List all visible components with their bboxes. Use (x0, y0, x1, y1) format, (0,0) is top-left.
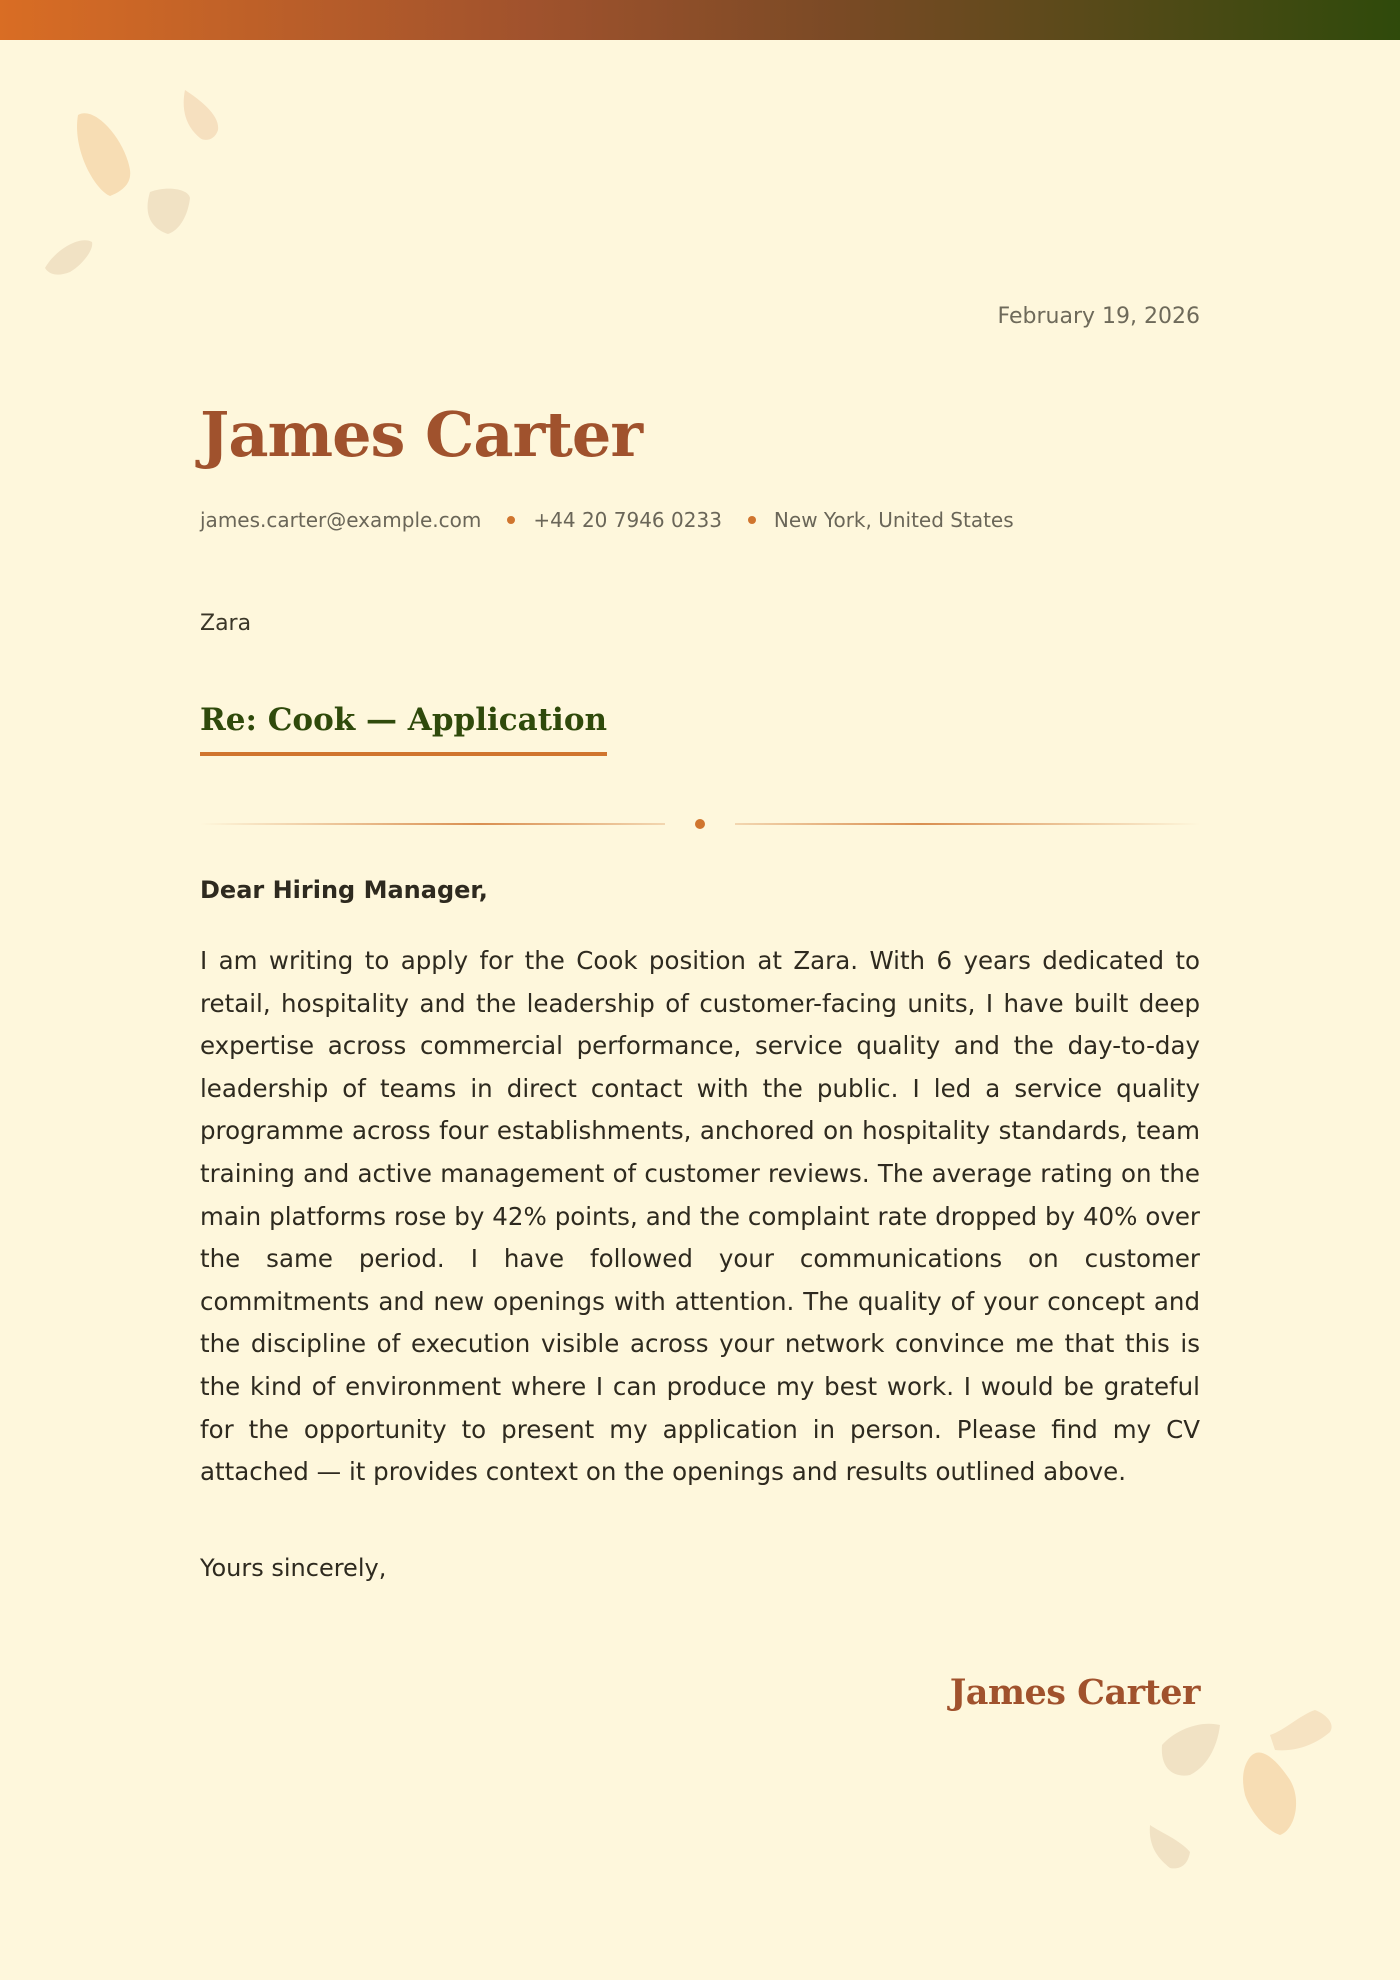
sender-name: James Carter (200, 398, 642, 471)
salutation: Dear Hiring Manager, (200, 876, 488, 904)
divider-dot (695, 819, 705, 829)
subject-line: Re: Cook — Application (200, 702, 607, 756)
letter-body: I am writing to apply for the Cook position at Zara. With 6 years dedicated to retail, hospitality and the leadership of customer-facing units, I have built deep expertise across commercial performance, service quality and the day-to-day leadership of teams in direct contact with the public. I led a service quality programme across four establishments, anchored on hospitality standards, team training and active management of customer reviews. The average rating on the main platforms rose by 42% points, and the complaint rate dropped by 40% over the same period. I have followed your communications on customer commitments and new openings with attention. The quality of your concept and the discipline of execution visible across your network convince me that this is the kind of environment where I can produce my best work. I would be grateful for the opportunity to present my application in person. Please find my CV attached — it provides context on the openings and results outlined above. (200, 946, 1200, 1487)
contact-email: james.carter@example.com (200, 508, 482, 532)
leaf-cluster-icon (40, 80, 240, 300)
header-gradient-bar (0, 0, 1400, 40)
bullet-separator (507, 516, 515, 524)
contact-line (200, 508, 1014, 532)
ornamental-divider (200, 816, 1200, 832)
contact-location: New York, United States (773, 508, 1014, 532)
recipient-company: Zara (200, 611, 252, 636)
closing-phrase: Yours sincerely, (200, 1554, 387, 1582)
bullet-separator (748, 516, 756, 524)
contact-phone: +44 20 7946 0233 (533, 508, 722, 532)
divider-line-left (200, 823, 665, 825)
letter-date: February 19, 2026 (997, 304, 1200, 329)
divider-line-right (735, 823, 1200, 825)
signature-name: James Carter (949, 1672, 1200, 1713)
